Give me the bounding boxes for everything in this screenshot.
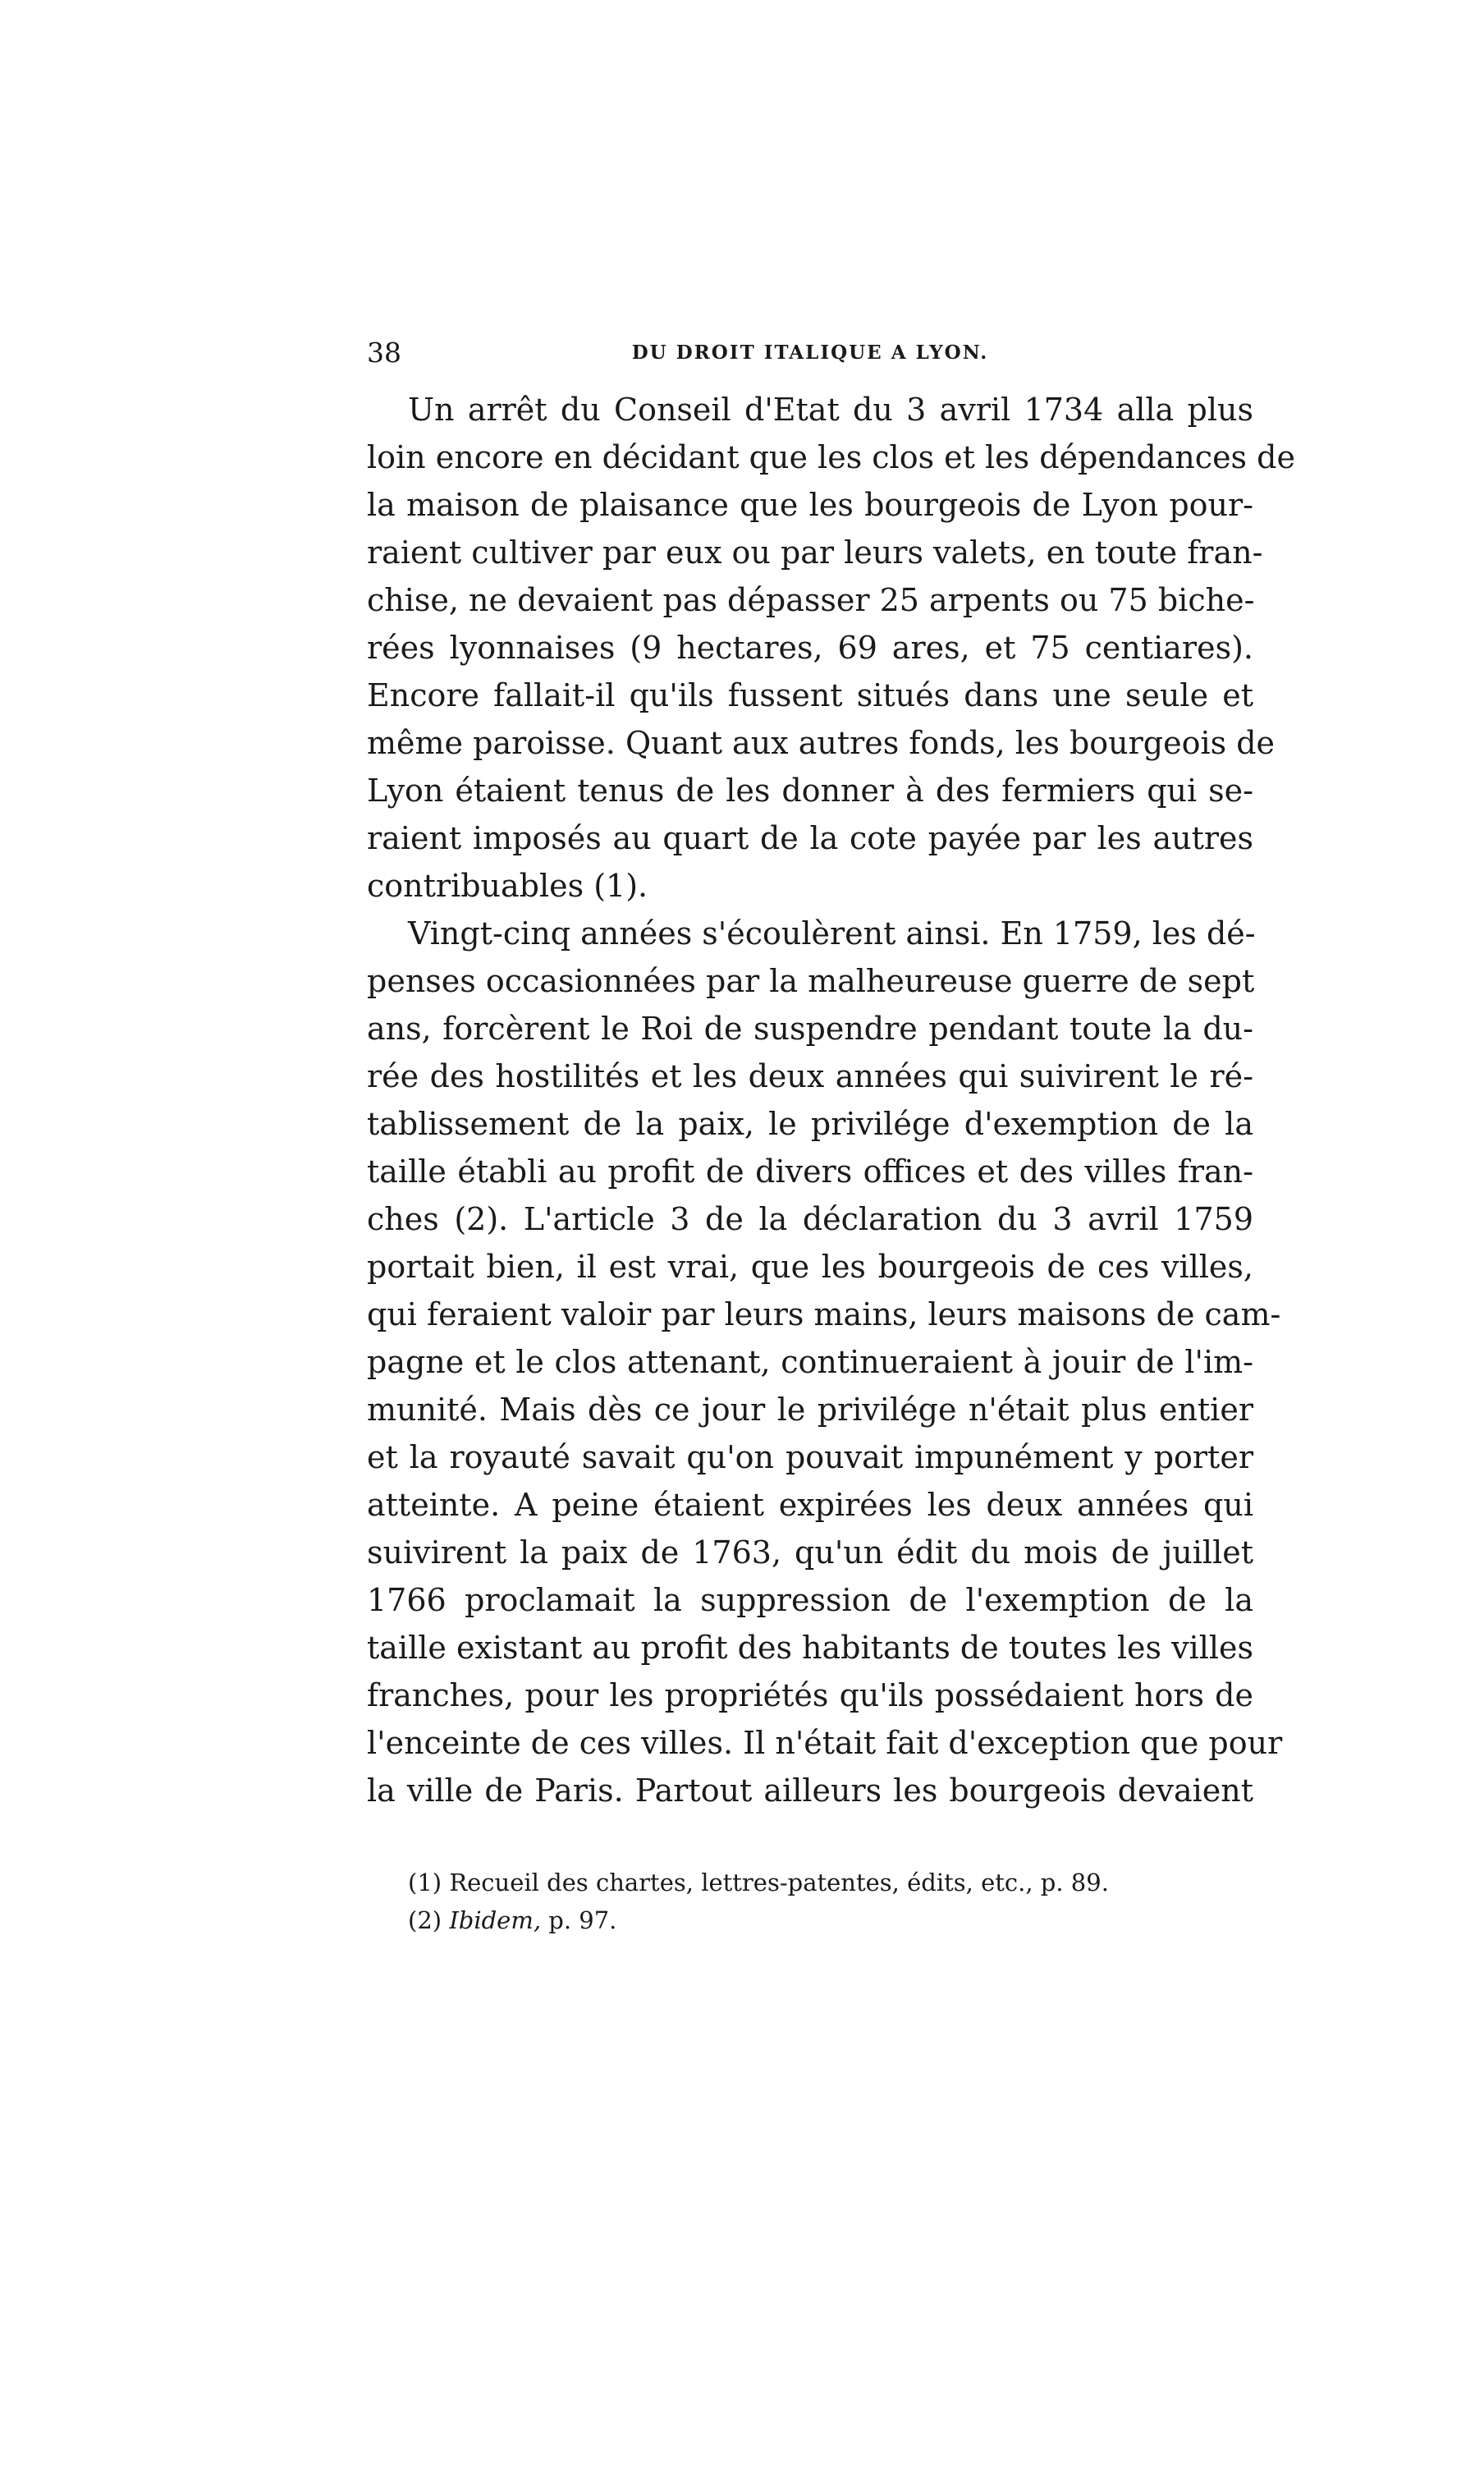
paragraph-2-line-1: Vingt-cinq années s'écoulèrent ainsi. En 1759, les dé-: [408, 915, 1256, 952]
footnote-2-marker: (2): [408, 1906, 442, 1934]
footnote-2: [408, 1901, 1253, 1939]
paragraph-1-line-1: Un arrêt du Conseil d'Etat du 3 avril 1734 alla plus: [408, 392, 1253, 428]
paragraph-2-line-16: taille existant au profit des habitants de toutes les villes: [367, 1630, 1253, 1666]
footnote-1-text: Recueil des chartes, lettres-patentes, édits, etc., p. 89.: [449, 1869, 1109, 1896]
paragraph-1-line-10: raient imposés au quart de la cote payée par les autres: [367, 820, 1253, 856]
paragraph-2-line-15: 1766 proclamait la suppression de l'exemption de la: [367, 1582, 1253, 1618]
footnote-1: [408, 1864, 1253, 1901]
running-title: DU DROIT ITALIQUE A LYON.: [631, 342, 989, 364]
paragraph-1-line-2: loin encore en décidant que les clos et les dépendances de: [367, 439, 1295, 475]
paragraph-2-line-12: et la royauté savait qu'on pouvait impunément y porter: [367, 1439, 1253, 1475]
paragraph-2-line-5: tablissement de la paix, le privilége d'exemption de la: [367, 1106, 1253, 1142]
paragraph-2-line-9: qui feraient valoir par leurs mains, leurs maisons de cam-: [367, 1296, 1281, 1332]
footnote-2-text: p. 97.: [548, 1906, 617, 1934]
paragraph-2-line-8: portait bien, il est vrai, que les bourgeois de ces villes,: [367, 1249, 1253, 1285]
paragraph-1-line-11: contribuables (1).: [367, 868, 648, 904]
paragraph-2-line-13: atteinte. A peine étaient expirées les deux années qui: [367, 1487, 1253, 1523]
paragraph-1-line-8: même paroisse. Quant aux autres fonds, les bourgeois de: [367, 725, 1276, 761]
paragraph-2-line-14: suivirent la paix de 1763, qu'un édit du mois de juillet: [367, 1534, 1253, 1571]
paragraph-2-line-19: la ville de Paris. Partout ailleurs les bourgeois devaient: [367, 1772, 1253, 1809]
paragraph-1-line-5: chise, ne devaient pas dépasser 25 arpents ou 75 biche-: [367, 582, 1255, 618]
paragraph-1-line-3: la maison de plaisance que les bourgeois de Lyon pour-: [367, 487, 1253, 523]
paragraph-2-line-3: ans, forcèrent le Roi de suspendre pendant toute la du-: [367, 1011, 1253, 1047]
paragraph-2-line-18: l'enceinte de ces villes. Il n'était fait d'exception que pour: [367, 1725, 1283, 1761]
footnote-1-marker: (1): [408, 1869, 442, 1896]
paragraph-2-line-11: munité. Mais dès ce jour le privilége n'était plus entier: [367, 1392, 1253, 1428]
footnotes: [408, 1864, 1253, 1939]
paragraph-2-line-4: rée des hostilités et les deux années qui suivirent le ré-: [367, 1058, 1253, 1094]
paragraph-2-line-17: franches, pour les propriétés qu'ils possédaient hors de: [367, 1677, 1253, 1713]
page-number: 38: [367, 337, 401, 369]
paragraph-1-line-4: raient cultiver par eux ou par leurs valets, en toute fran-: [367, 534, 1263, 571]
paragraph-2-line-6: taille établi au profit de divers offices et des villes fran-: [367, 1153, 1253, 1190]
running-head: [367, 332, 1253, 374]
paragraph-1-line-6: rées lyonnaises (9 hectares, 69 ares, et 75 centiares).: [367, 630, 1253, 666]
footnote-2-italic: Ibidem,: [449, 1906, 542, 1934]
paragraph-1-line-9: Lyon étaient tenus de les donner à des fermiers qui se-: [367, 773, 1253, 809]
paragraph-2-line-7: ches (2). L'article 3 de la déclaration du 3 avril 1759: [367, 1201, 1253, 1237]
paragraph-2-line-10: pagne et le clos attenant, continueraient à jouir de l'im-: [367, 1344, 1253, 1380]
paragraph-1-line-7: Encore fallait-il qu'ils fussent situés dans une seule et: [367, 677, 1253, 713]
paragraph-2-line-2: penses occasionnées par la malheureuse guerre de sept: [367, 963, 1255, 999]
body-text: [367, 386, 1295, 1814]
